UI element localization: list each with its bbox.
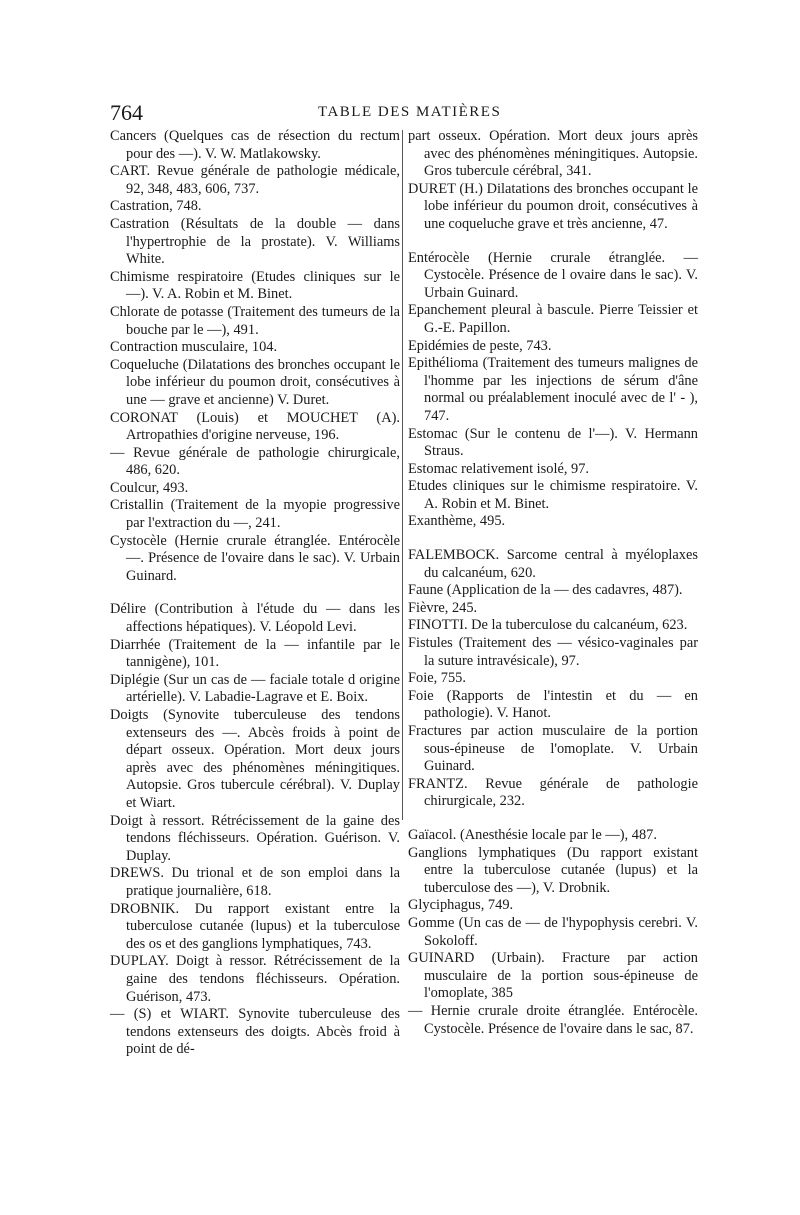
index-entry: Fractures par action musculaire de la portion sous-épineuse de l'omoplate. V. Urbain Guinard. xyxy=(408,723,698,775)
index-entry: Fistules (Traitement des — vésico-vaginales par la suture intravésicale), 97. xyxy=(408,635,698,669)
index-entry: Cristallin (Traitement de la myopie progressive par l'extraction du —, 241. xyxy=(110,497,400,532)
index-entry: DURET (H.) Dilatations des bronches occupant le lobe inférieur du poumon droit, consécutives à une coqueluche grave et très ancienne, 47. xyxy=(408,180,698,232)
index-entry: Faune (Application de la — des cadavres, 487). xyxy=(408,582,683,599)
index-entry: Foie (Rapports de l'intestin et du — en pathologie). V. Hanot. xyxy=(408,687,698,722)
index-entry: Glyciphagus, 749. xyxy=(408,897,514,914)
index-entry: Délire (Contribution à l'étude du — dans les affections hépatiques). V. Léopold Levi. xyxy=(110,601,400,636)
index-entry: FINOTTI. De la tuberculose du calcanéum, 623. xyxy=(408,617,688,634)
running-title: TABLE DES MATIÈRES xyxy=(318,104,502,120)
index-entry: part osseux. Opération. Mort deux jours après avec des phénomènes méningitiques. Autopsie. Gros tubercule cérébral, 341. xyxy=(408,128,698,180)
column-divider xyxy=(402,130,403,820)
index-entry: Fièvre, 245. xyxy=(408,599,478,616)
index-entry: CART. Revue générale de pathologie médicale, 92, 348, 483, 606, 737. xyxy=(110,163,400,197)
index-entry: Doigts (Synovite tuberculeuse des tendons extenseurs des —. Abcès froids à point de départ osseux. Opération. Mort deux jours après avec des phénomènes méningitiques. Autopsie. Gros tubercule cérébral). V. Duplay et Wiart. xyxy=(110,707,400,811)
index-entry: Contraction musculaire, 104. xyxy=(110,339,278,356)
index-entry: Coqueluche (Dilatations des bronches occupant le lobe inférieur du poumon droit, consécutives à une — grave et ancienne) V. Duret. xyxy=(110,356,400,408)
index-entry: DREWS. Du trional et de son emploi dans la pratique journalière, 618. xyxy=(110,865,400,899)
index-entry: DUPLAY. Doigt à ressor. Rétrécissement de la gaine des tendons fléchisseurs. Opération. Guérison, 473. xyxy=(110,953,400,1005)
index-entry: Gomme (Un cas de — de l'hypophysis cerebri. V. Sokoloff. xyxy=(408,914,698,949)
index-column-right xyxy=(408,128,698,1038)
index-entry: Gaïacol. (Anesthésie locale par le —), 487. xyxy=(408,826,657,843)
index-entry: Epithélioma (Traitement des tumeurs malignes de l'homme par les injections de sérum d'âne normal ou préalablement inoculé avec de l' - ), 747. xyxy=(408,355,698,424)
index-entry: Doigt à ressort. Rétrécissement de la gaine des tendons fléchisseurs. Opération. Guérison. V. Duplay. xyxy=(110,812,400,864)
index-entry: — Revue générale de pathologie chirurgicale, 486, 620. xyxy=(110,444,400,479)
index-entry: Diarrhée (Traitement de la — infantile par le tannigène), 101. xyxy=(110,636,400,671)
index-entry: Estomac (Sur le contenu de l'—). V. Hermann Straus. xyxy=(408,425,698,460)
index-entry: Epidémies de peste, 743. xyxy=(408,337,552,354)
index-column-left xyxy=(110,128,400,1059)
index-entry: Ganglions lymphatiques (Du rapport existant entre la tuberculose cutanée (lupus) et la tuberculose des —), V. Drobnik. xyxy=(408,844,698,896)
index-entry: FALEMBOCK. Sarcome central à myéloplaxes du calcanéum, 620. xyxy=(408,547,698,581)
index-entry: Cancers (Quelques cas de résection du rectum pour des —). V. W. Matlakowsky. xyxy=(110,128,400,162)
index-entry: GUINARD (Urbain). Fracture par action musculaire de la portion sous-épineuse de l'omoplate, 385 xyxy=(408,950,698,1002)
index-entry: Estomac relativement isolé, 97. xyxy=(408,460,590,477)
index-entry: Cystocèle (Hernie crurale étranglée. Entérocèle —. Présence de l'ovaire dans le sac). V. Urbain Guinard. xyxy=(110,532,400,584)
index-entry: — (S) et WIART. Synovite tuberculeuse des tendons extenseurs des doigts. Abcès froid à point de dé- xyxy=(110,1006,400,1058)
index-entry: Epanchement pleural à bascule. Pierre Teissier et G.-E. Papillon. xyxy=(408,302,698,336)
index-entry: — Hernie crurale droite étranglée. Entérocèle. Cystocèle. Présence de l'ovaire dans le sac, 87. xyxy=(408,1002,698,1037)
index-entry: Exanthème, 495. xyxy=(408,513,506,530)
index-entry: CORONAT (Louis) et MOUCHET (A). Artropathies d'origine nerveuse, 196. xyxy=(110,409,400,444)
index-entry: Etudes cliniques sur le chimisme respiratoire. V. A. Robin et M. Binet. xyxy=(408,478,698,512)
index-entry: Chlorate de potasse (Traitement des tumeurs de la bouche par le —), 491. xyxy=(110,303,400,338)
index-entry: Diplégie (Sur un cas de — faciale totale d origine artérielle). V. Labadie-Lagrave et E. Boix. xyxy=(110,671,400,706)
index-entry: Coulcur, 493. xyxy=(110,479,189,496)
index-entry: Foie, 755. xyxy=(408,670,466,687)
index-entry: Castration, 748. xyxy=(110,198,202,215)
index-entry: Chimisme respiratoire (Etudes cliniques sur le —). V. A. Robin et M. Binet. xyxy=(110,268,400,303)
index-entry: FRANTZ. Revue générale de pathologie chirurgicale, 232. xyxy=(408,775,698,810)
index-entry: DROBNIK. Du rapport existant entre la tuberculose cutanée (lupus) et la tuberculose des os et des ganglions lymphatiques, 743. xyxy=(110,900,400,952)
page-number: 764 xyxy=(110,100,143,125)
index-entry: Castration (Résultats de la double — dans l'hypertrophie de la prostate). V. Williams White. xyxy=(110,215,400,268)
index-entry: Entérocèle (Hernie crurale étranglée. — Cystocèle. Présence de l ovaire dans le sac). V. Urbain Guinard. xyxy=(408,249,698,301)
